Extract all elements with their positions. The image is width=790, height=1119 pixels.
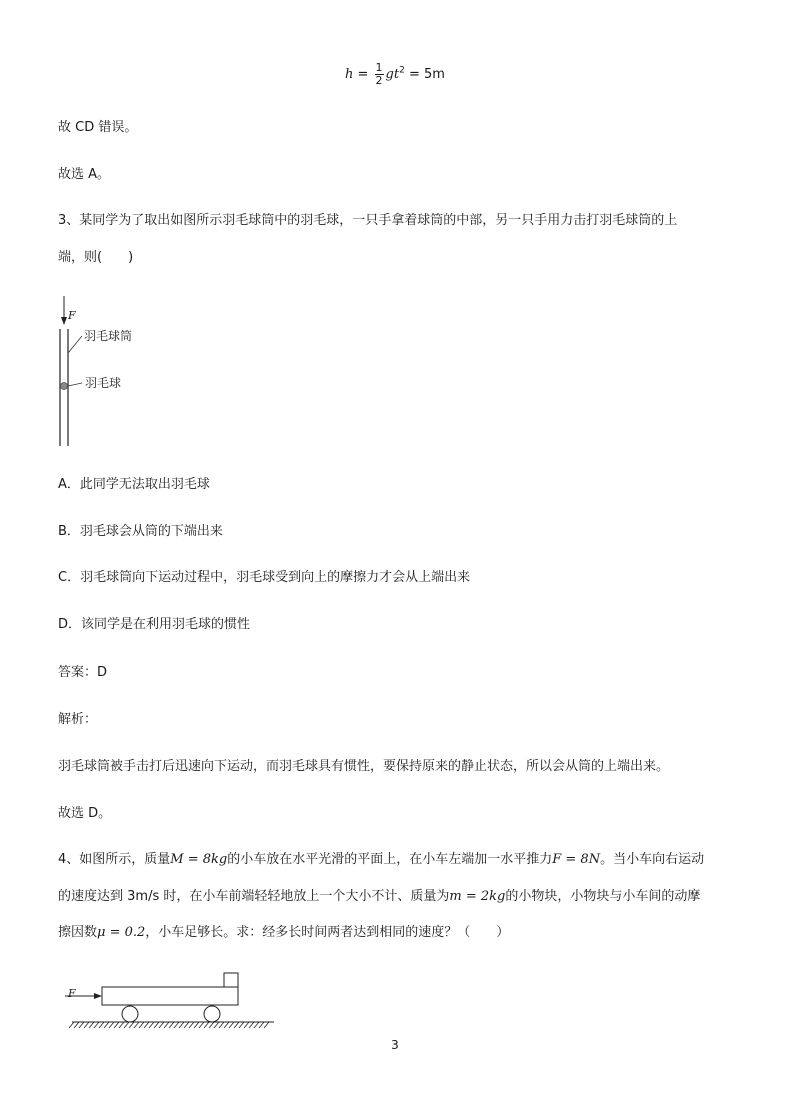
figure-shuttlecock-tube — [54, 293, 164, 453]
fraction-denominator: 2 — [375, 74, 383, 87]
ground-hatch-line — [104, 1022, 109, 1028]
option-c: C．羽毛球筒向下运动过程中，羽毛球受到向上的摩擦力才会从上端出来 — [58, 570, 471, 585]
ground-hatch-line — [134, 1022, 139, 1028]
ground-hatch-line — [259, 1022, 264, 1028]
ground-hatch-line — [99, 1022, 104, 1028]
ground-hatch-line — [119, 1022, 124, 1028]
ground-hatch-line — [254, 1022, 259, 1028]
ground-hatch-line — [139, 1022, 144, 1028]
ground-hatch-line — [124, 1022, 129, 1028]
question-4-line3 — [58, 925, 509, 941]
small-block — [224, 973, 238, 987]
ground-hatch-line — [129, 1022, 134, 1028]
cart-force-label: F — [68, 987, 76, 1000]
force-arrowhead — [61, 317, 67, 325]
ground-hatching — [69, 1022, 269, 1028]
ball-label-leader — [68, 383, 82, 386]
shuttlecock-ball — [61, 383, 68, 390]
formula-free-fall: h = $\frac{1}{2}$ $gt^2 = 5m$ — [345, 61, 445, 87]
q4-l3-part-b: ，小车足够长。求：经多长时间两者达到相同的速度？（ ） — [145, 925, 510, 940]
question-3-stem-line1: 3、某同学为了取出如图所示羽毛球筒中的羽毛球，一只手拿着球筒的中部，另一只手用力击打羽毛球筒的上 — [58, 213, 678, 228]
ground-hatch-line — [174, 1022, 179, 1028]
q4-l1-part-b: 的小车放在水平光滑的平面上，在小车左端加一水平推力 — [227, 852, 553, 867]
page-number: 3 — [391, 1038, 399, 1052]
ground-hatch-line — [154, 1022, 159, 1028]
ground-hatch-line — [149, 1022, 154, 1028]
ground-hatch-line — [164, 1022, 169, 1028]
ground-hatch-line — [159, 1022, 164, 1028]
ground-hatch-line — [234, 1022, 239, 1028]
ground-hatch-line — [264, 1022, 269, 1028]
ground-hatch-line — [239, 1022, 244, 1028]
question-3-stem-line2: 端，则( ) — [58, 250, 134, 265]
ground-hatch-line — [219, 1022, 224, 1028]
option-d: D．该同学是在利用羽毛球的惯性 — [58, 617, 251, 632]
text-choose-a: 故选 A。 — [58, 167, 111, 182]
text-cd-wrong: 故 CD 错误。 — [58, 120, 138, 135]
question-4-line1 — [58, 852, 704, 868]
answer: 答案：D — [58, 665, 108, 680]
option-b: B．羽毛球会从筒的下端出来 — [58, 524, 223, 539]
cart-force-arrowhead — [94, 993, 102, 999]
ground-hatch-line — [84, 1022, 89, 1028]
ground-hatch-line — [199, 1022, 204, 1028]
ground-hatch-line — [209, 1022, 214, 1028]
formula-result: = 5m — [408, 67, 445, 82]
ground-hatch-line — [224, 1022, 229, 1028]
ground-hatch-line — [109, 1022, 114, 1028]
ground-hatch-line — [244, 1022, 249, 1028]
q4-friction-coefficient: μ = 0.2 — [97, 925, 146, 940]
ground-hatch-line — [194, 1022, 199, 1028]
question-4-line2 — [58, 889, 700, 905]
ground-hatch-line — [179, 1022, 184, 1028]
formula-fraction — [375, 62, 384, 87]
ground-hatch-line — [169, 1022, 174, 1028]
q4-l1-part-a: 4、如图所示，质量 — [58, 852, 171, 867]
ground-hatch-line — [189, 1022, 194, 1028]
tube-label-leader — [68, 336, 82, 353]
ground-hatch-line — [74, 1022, 79, 1028]
tube-label: 羽毛球筒 — [84, 329, 133, 343]
ground-hatch-line — [204, 1022, 209, 1028]
ground-hatch-line — [144, 1022, 149, 1028]
option-a: A．此同学无法取出羽毛球 — [58, 477, 210, 492]
ground-hatch-line — [114, 1022, 119, 1028]
q4-l2-part-b: 的小物块，小物块与小车间的动摩 — [505, 889, 701, 904]
formula-lhs: h — [345, 67, 354, 82]
q4-l3-part-a: 擦因数 — [58, 925, 98, 940]
ball-label: 羽毛球 — [85, 376, 122, 390]
ground-hatch-line — [214, 1022, 219, 1028]
ground-hatch-line — [94, 1022, 99, 1028]
formula-rhs-var: gt — [385, 67, 400, 82]
figure-cart-block — [62, 968, 277, 1030]
q4-mass-block: m = 2kg — [449, 889, 506, 904]
fraction-numerator: 1 — [375, 61, 383, 74]
force-label: F — [68, 309, 76, 322]
explanation: 羽毛球筒被手击打后迅速向下运动，而羽毛球具有惯性，要保持原来的静止状态，所以会从筒的上端出来。 — [58, 759, 670, 774]
ground-hatch-line — [249, 1022, 254, 1028]
q4-mass-car: M = 8kg — [170, 852, 228, 867]
q4-l1-part-c: 。当小车向右运动 — [600, 852, 705, 867]
ground-hatch-line — [69, 1022, 74, 1028]
cart-wheel-left — [122, 1006, 138, 1022]
cart-wheel-right — [204, 1006, 220, 1022]
q4-l2-part-a: 的速度达到 3m/s 时，在小车前端轻轻地放上一个大小不计、质量为 — [58, 889, 450, 904]
ground-hatch-line — [229, 1022, 234, 1028]
cart-body — [102, 987, 238, 1005]
text-choose-d: 故选 D。 — [58, 806, 112, 821]
ground-hatch-line — [79, 1022, 84, 1028]
formula-exponent: 2 — [399, 65, 405, 76]
ground-hatch-line — [184, 1022, 189, 1028]
ground-hatch-line — [89, 1022, 94, 1028]
analysis-heading: 解析： — [58, 712, 98, 727]
q4-force: F = 8N — [552, 852, 601, 867]
